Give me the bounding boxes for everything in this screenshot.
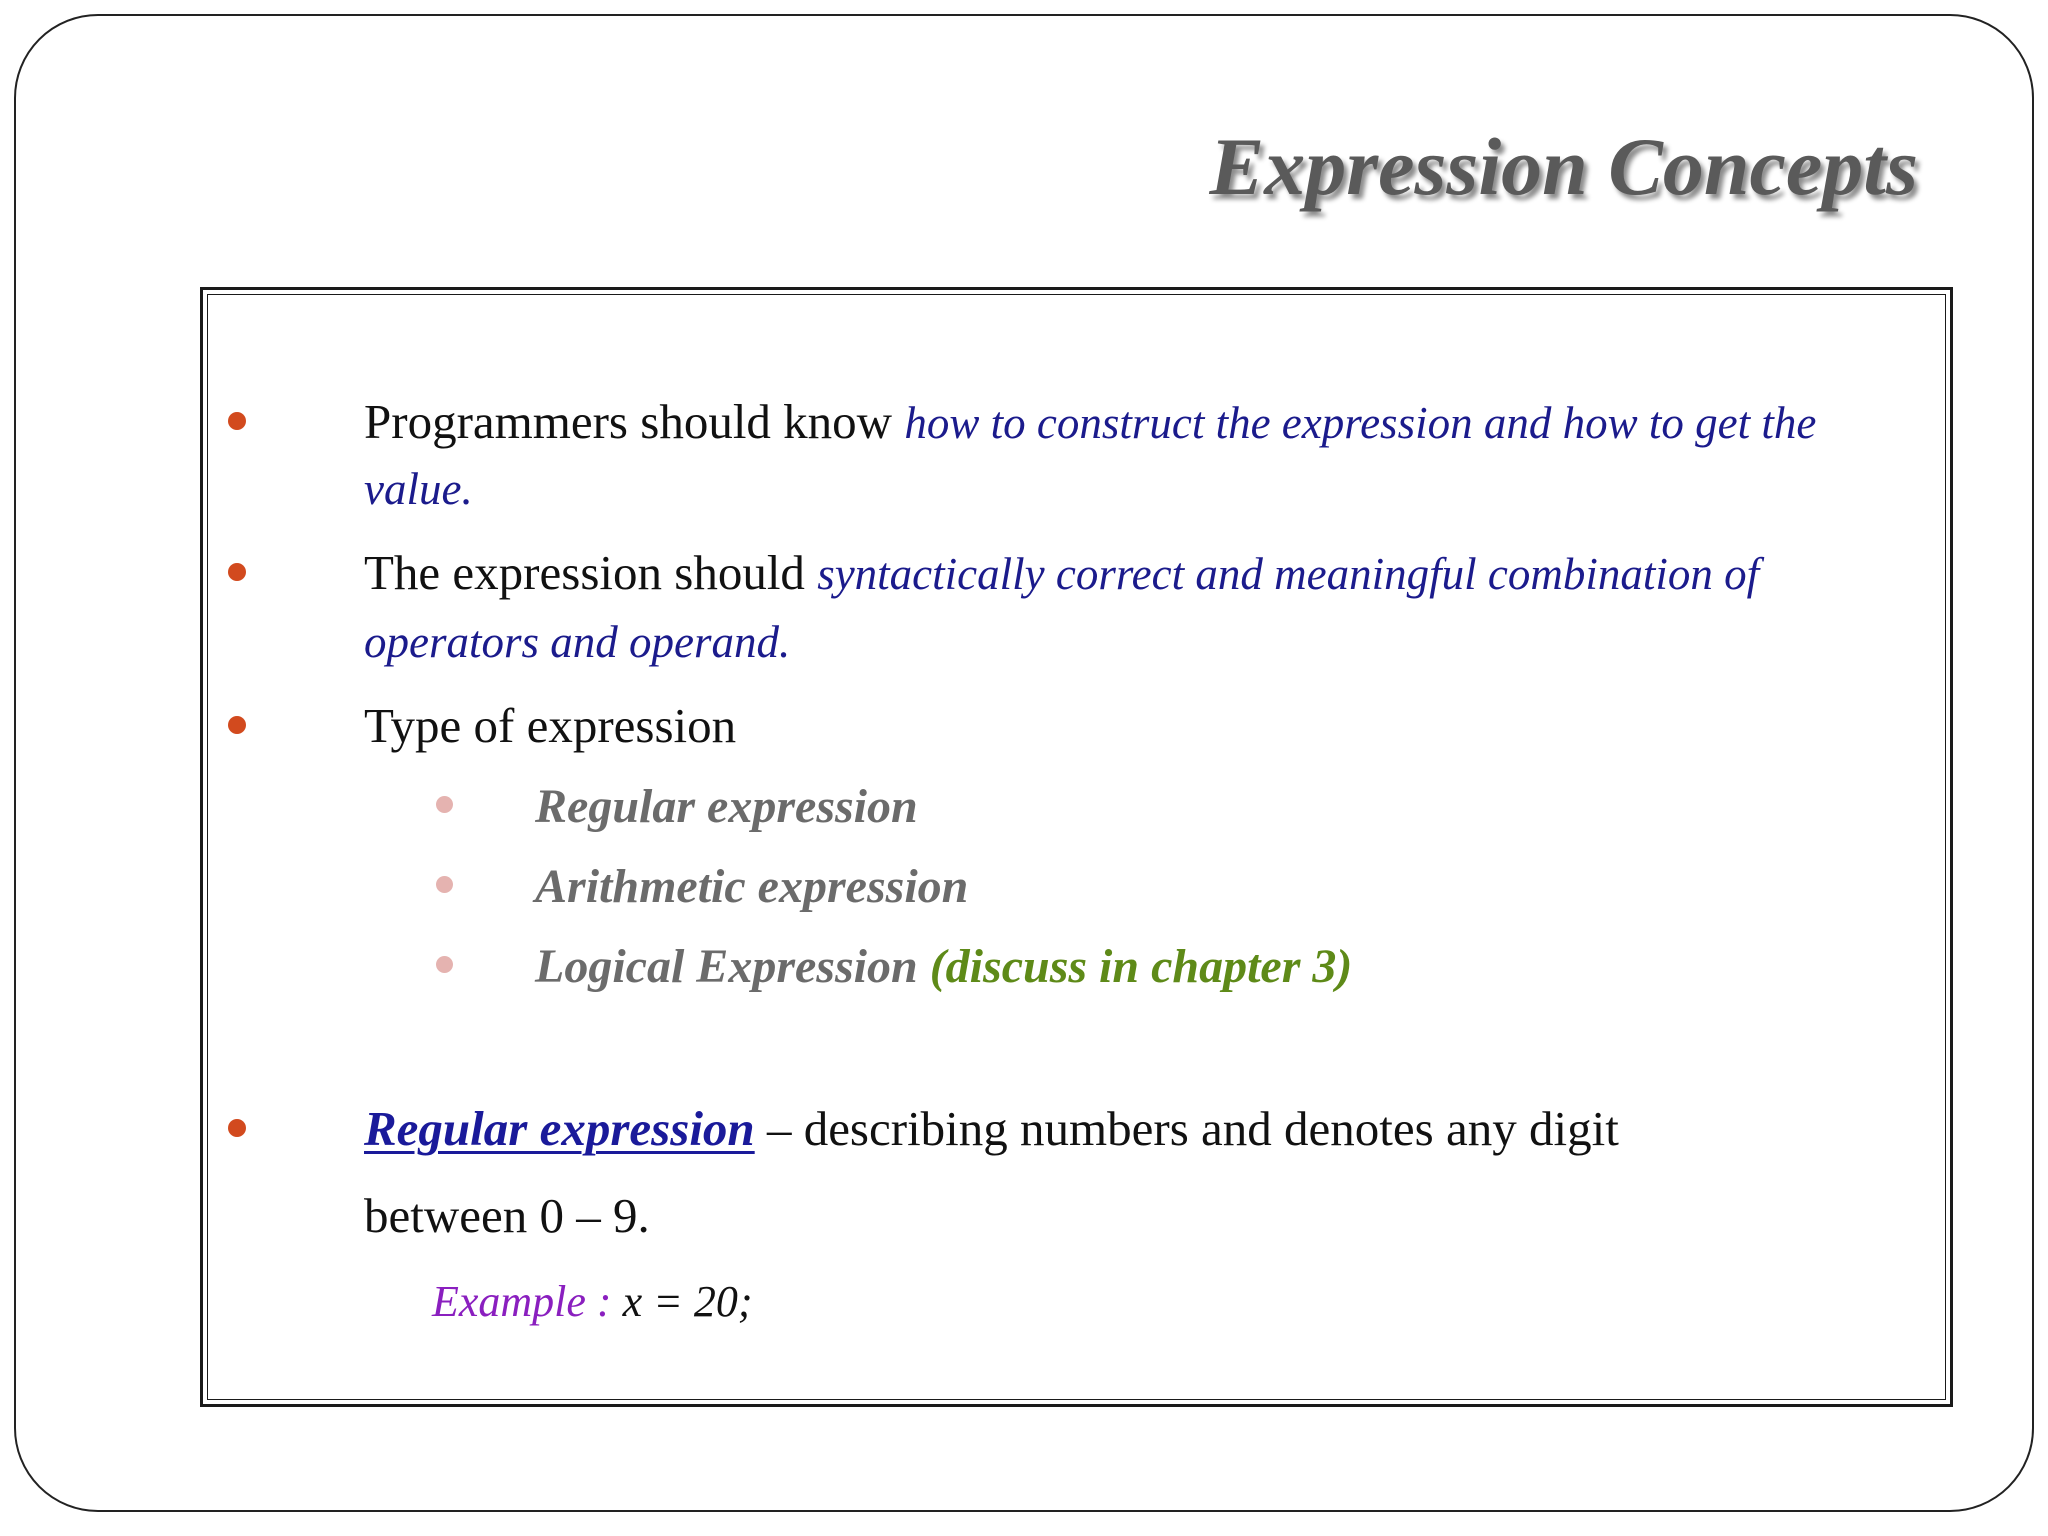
sub-bullet-dot-icon <box>436 956 453 973</box>
bullet-dot-icon <box>228 716 246 734</box>
bullet-1-lead: Programmers should know <box>364 394 905 449</box>
sub-bullet-dot-icon <box>436 876 453 893</box>
bullet-dot-icon <box>228 563 246 581</box>
bullet-4-line-2: between 0 – 9. <box>364 1188 650 1243</box>
bullet-4-line-1 <box>364 1101 1619 1156</box>
bullet-1-line-2: value. <box>364 464 473 514</box>
bullet-3-text: Type of expression <box>364 698 737 753</box>
example-code: x = 20; <box>622 1277 753 1326</box>
regular-expression-link[interactable]: Regular expression <box>364 1101 755 1156</box>
sub-item-logical-label: Logical Expression <box>535 940 918 993</box>
bullet-dot-icon <box>228 412 246 430</box>
sub-item-logical <box>535 940 1353 993</box>
example-line <box>432 1277 753 1326</box>
sub-bullet-dot-icon <box>436 796 453 813</box>
slide-title: Expression Concepts <box>1209 121 1918 212</box>
bullet-2-emphasis: syntactically correct and meaningful combination of <box>817 549 1760 599</box>
bullet-2-line-1 <box>364 545 1760 600</box>
bullet-2-lead: The expression should <box>364 545 818 600</box>
sub-item-regular: Regular expression <box>535 780 918 833</box>
bullet-2-line-2: operators and operand. <box>364 617 791 667</box>
example-label: Example : <box>432 1277 623 1326</box>
sub-item-arithmetic: Arithmetic expression <box>535 860 969 913</box>
bullet-4-description: – describing numbers and denotes any digit <box>754 1101 1619 1156</box>
bullet-1-line-1 <box>364 394 1817 449</box>
chapter-note: (discuss in chapter 3) <box>929 940 1353 993</box>
bullet-1-emphasis: how to construct the expression and how to get the <box>904 398 1817 448</box>
bullet-dot-icon <box>228 1119 246 1137</box>
